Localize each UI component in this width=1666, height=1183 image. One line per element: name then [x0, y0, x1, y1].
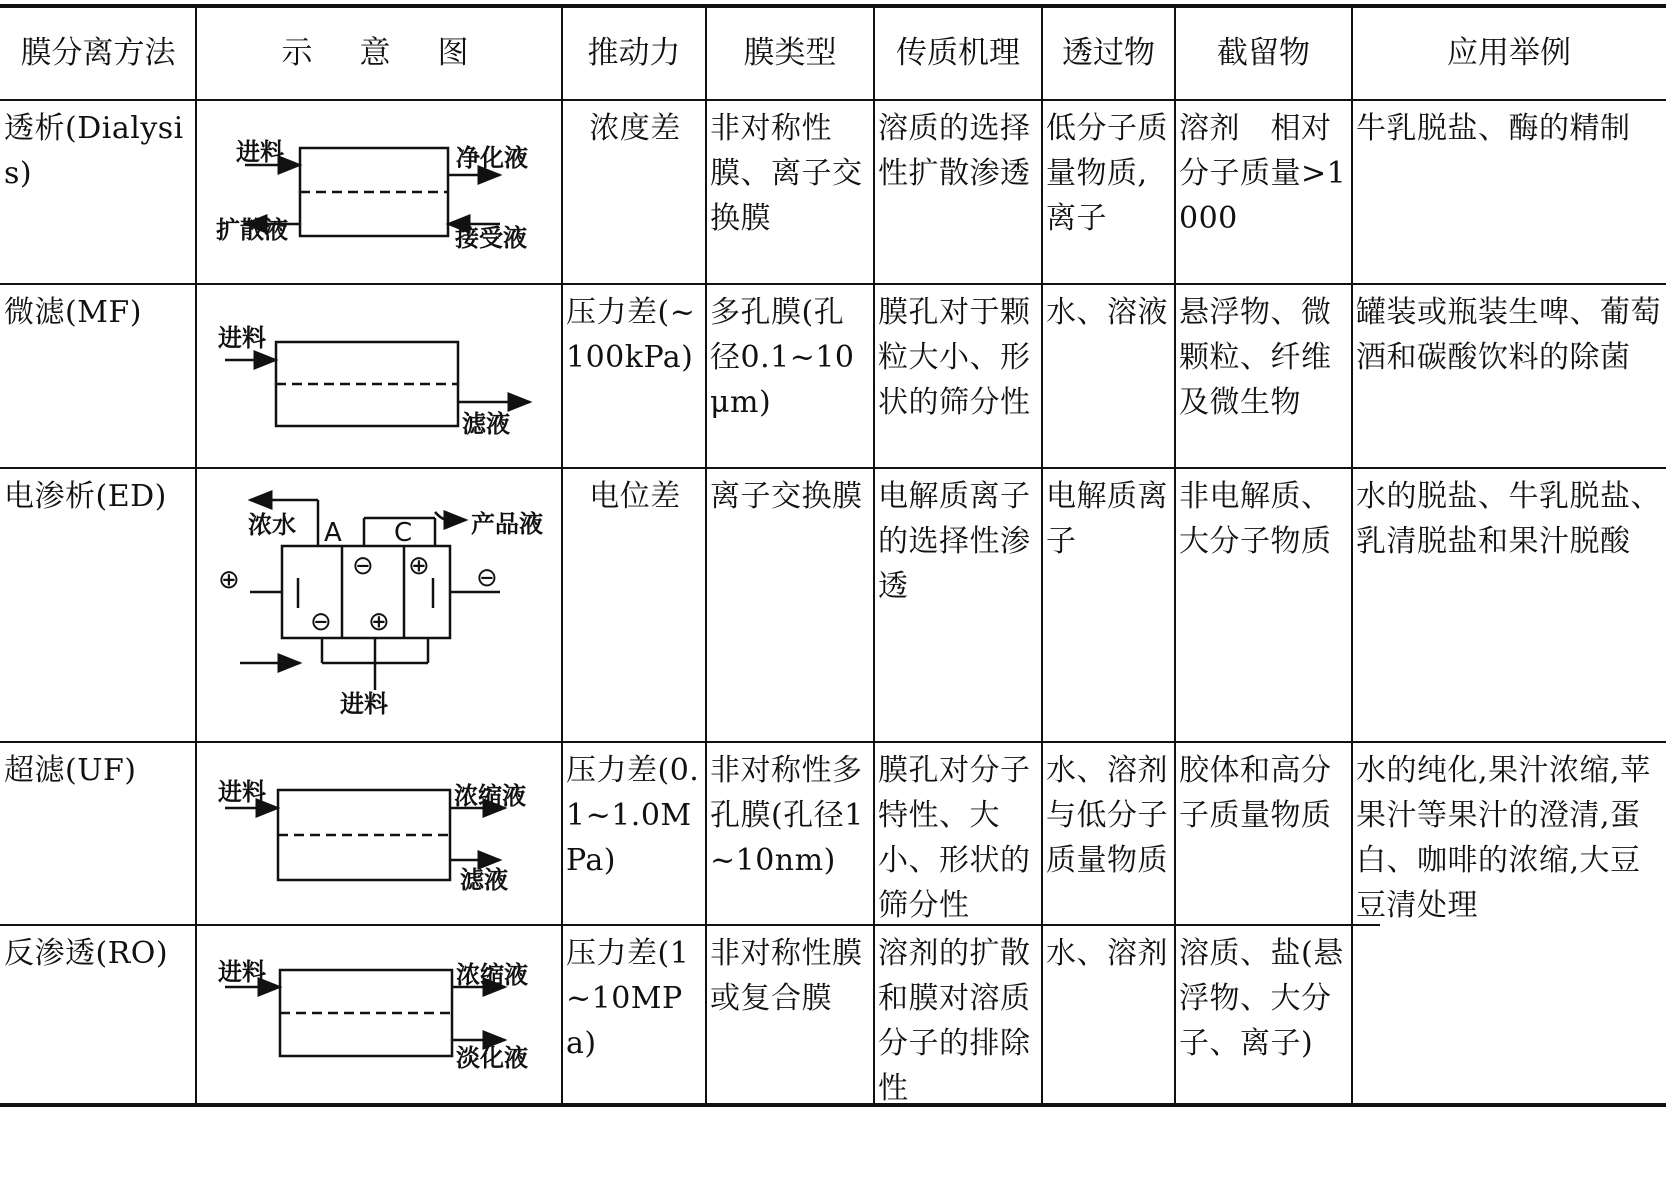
ed-plus-icon-2: ⊕: [368, 607, 390, 637]
row-uf-method: 超滤(UF): [4, 753, 137, 788]
row-ed-method: 电渗析(ED): [4, 479, 167, 514]
row-ro-permeate: 水、溶剂: [1046, 936, 1168, 971]
uf-filtrate-label: 滤液: [460, 866, 508, 894]
header-driving-force: 推动力: [587, 35, 681, 71]
ed-concentrate-label: 浓水: [248, 511, 296, 539]
row-dialysis-retained: 溶剂 相对分子质量>1000: [1179, 111, 1347, 236]
row-ed-permeate: 电解质离子: [1046, 479, 1168, 559]
row-ed-force: 电位差: [589, 479, 681, 514]
ed-feed-label: 进料: [340, 690, 388, 718]
row-uf-permeate: 水、溶剂与低分子质量物质: [1046, 753, 1168, 878]
row-uf-retained: 胶体和高分子质量物质: [1179, 753, 1332, 833]
ed-cathode-minus-icon: ⊖: [476, 563, 498, 593]
row-ed-retained: 非电解质、大分子物质: [1179, 479, 1332, 559]
ed-anode-plus-icon: ⊕: [218, 565, 240, 595]
dialysis-diffusate-label: 扩散液: [216, 216, 288, 244]
row-ro-retained: 溶质、盐(悬浮物、大分子、离子): [1179, 936, 1344, 1061]
row-uf-ro-application: 水的纯化,果汁浓缩,苹果汁等果汁的澄清,蛋白、咖啡的浓缩,大豆豆清处理: [1356, 753, 1651, 923]
header-permeate: 透过物: [1062, 35, 1155, 71]
row-mf-membrane: 多孔膜(孔径0.1~10μm): [710, 295, 855, 420]
row-dialysis-force: 浓度差: [589, 111, 681, 146]
ed-product-label: 产品液: [471, 510, 543, 538]
ed-minus-icon-2: ⊖: [310, 607, 332, 637]
uf-feed-label: 进料: [218, 778, 266, 806]
row-uf-membrane: 非对称性多孔膜(孔径1~10nm): [710, 753, 864, 878]
ed-minus-icon: ⊖: [352, 551, 374, 581]
row-dialysis-method: 透析(Dialysis): [4, 111, 184, 191]
row-mf-retained: 悬浮物、微颗粒、纤维及微生物: [1179, 295, 1332, 420]
row-mf-method: 微滤(MF): [4, 295, 142, 330]
header-mechanism: 传质机理: [896, 35, 1020, 71]
row-ed-membrane: 离子交换膜: [710, 479, 863, 514]
row-dialysis-application: 牛乳脱盐、酶的精制: [1356, 111, 1631, 146]
dialysis-receiving-label: 接受液: [455, 224, 527, 252]
row-dialysis-permeate: 低分子质量物质,离子: [1046, 111, 1168, 236]
ro-fresh-label: 淡化液: [456, 1044, 528, 1072]
dialysis-feed-label: 进料: [236, 138, 284, 166]
row-mf-permeate: 水、溶液: [1046, 295, 1168, 330]
row-ed-mechanism: 电解质离子的选择性渗透: [878, 479, 1031, 604]
row-uf-force: 压力差(0.1~1.0MPa): [566, 753, 700, 878]
ed-membrane-a-label: A: [324, 518, 342, 548]
row-ro-force: 压力差(1~10MPa): [566, 936, 690, 1061]
ed-plus-icon: ⊕: [408, 551, 430, 581]
row-ro-membrane: 非对称性膜或复合膜: [710, 936, 863, 1016]
row-dialysis-mechanism: 溶质的选择性扩散渗透: [878, 111, 1031, 191]
mf-feed-label: 进料: [218, 324, 266, 352]
mf-filtrate-label: 滤液: [462, 410, 510, 438]
header-method: 膜分离方法: [20, 35, 176, 71]
ro-concentrate-label: 浓缩液: [456, 961, 528, 989]
row-ed-application: 水的脱盐、牛乳脱盐、乳清脱盐和果汁脱酸: [1356, 479, 1661, 559]
row-mf-force: 压力差(~100kPa): [566, 295, 696, 375]
dialysis-purified-label: 净化液: [456, 144, 528, 172]
row-mf-application: 罐装或瓶装生啤、葡萄酒和碳酸饮料的除菌: [1356, 295, 1661, 375]
header-application: 应用举例: [1447, 35, 1571, 71]
row-ro-method: 反渗透(RO): [4, 936, 169, 971]
ed-membrane-c-label: C: [394, 518, 413, 548]
row-uf-mechanism: 膜孔对分子特性、大小、形状的筛分性: [878, 753, 1031, 923]
header-membrane-type: 膜类型: [743, 35, 837, 71]
ro-feed-label: 进料: [218, 958, 266, 986]
row-mf-mechanism: 膜孔对于颗粒大小、形状的筛分性: [878, 295, 1031, 420]
header-diagram: 示 意 图: [281, 35, 477, 71]
row-ro-mechanism: 溶剂的扩散和膜对溶质分子的排除性: [878, 936, 1031, 1106]
header-retained: 截留物: [1217, 35, 1310, 71]
row-dialysis-membrane: 非对称性膜、离子交换膜: [710, 111, 863, 236]
uf-concentrate-label: 浓缩液: [454, 782, 526, 810]
